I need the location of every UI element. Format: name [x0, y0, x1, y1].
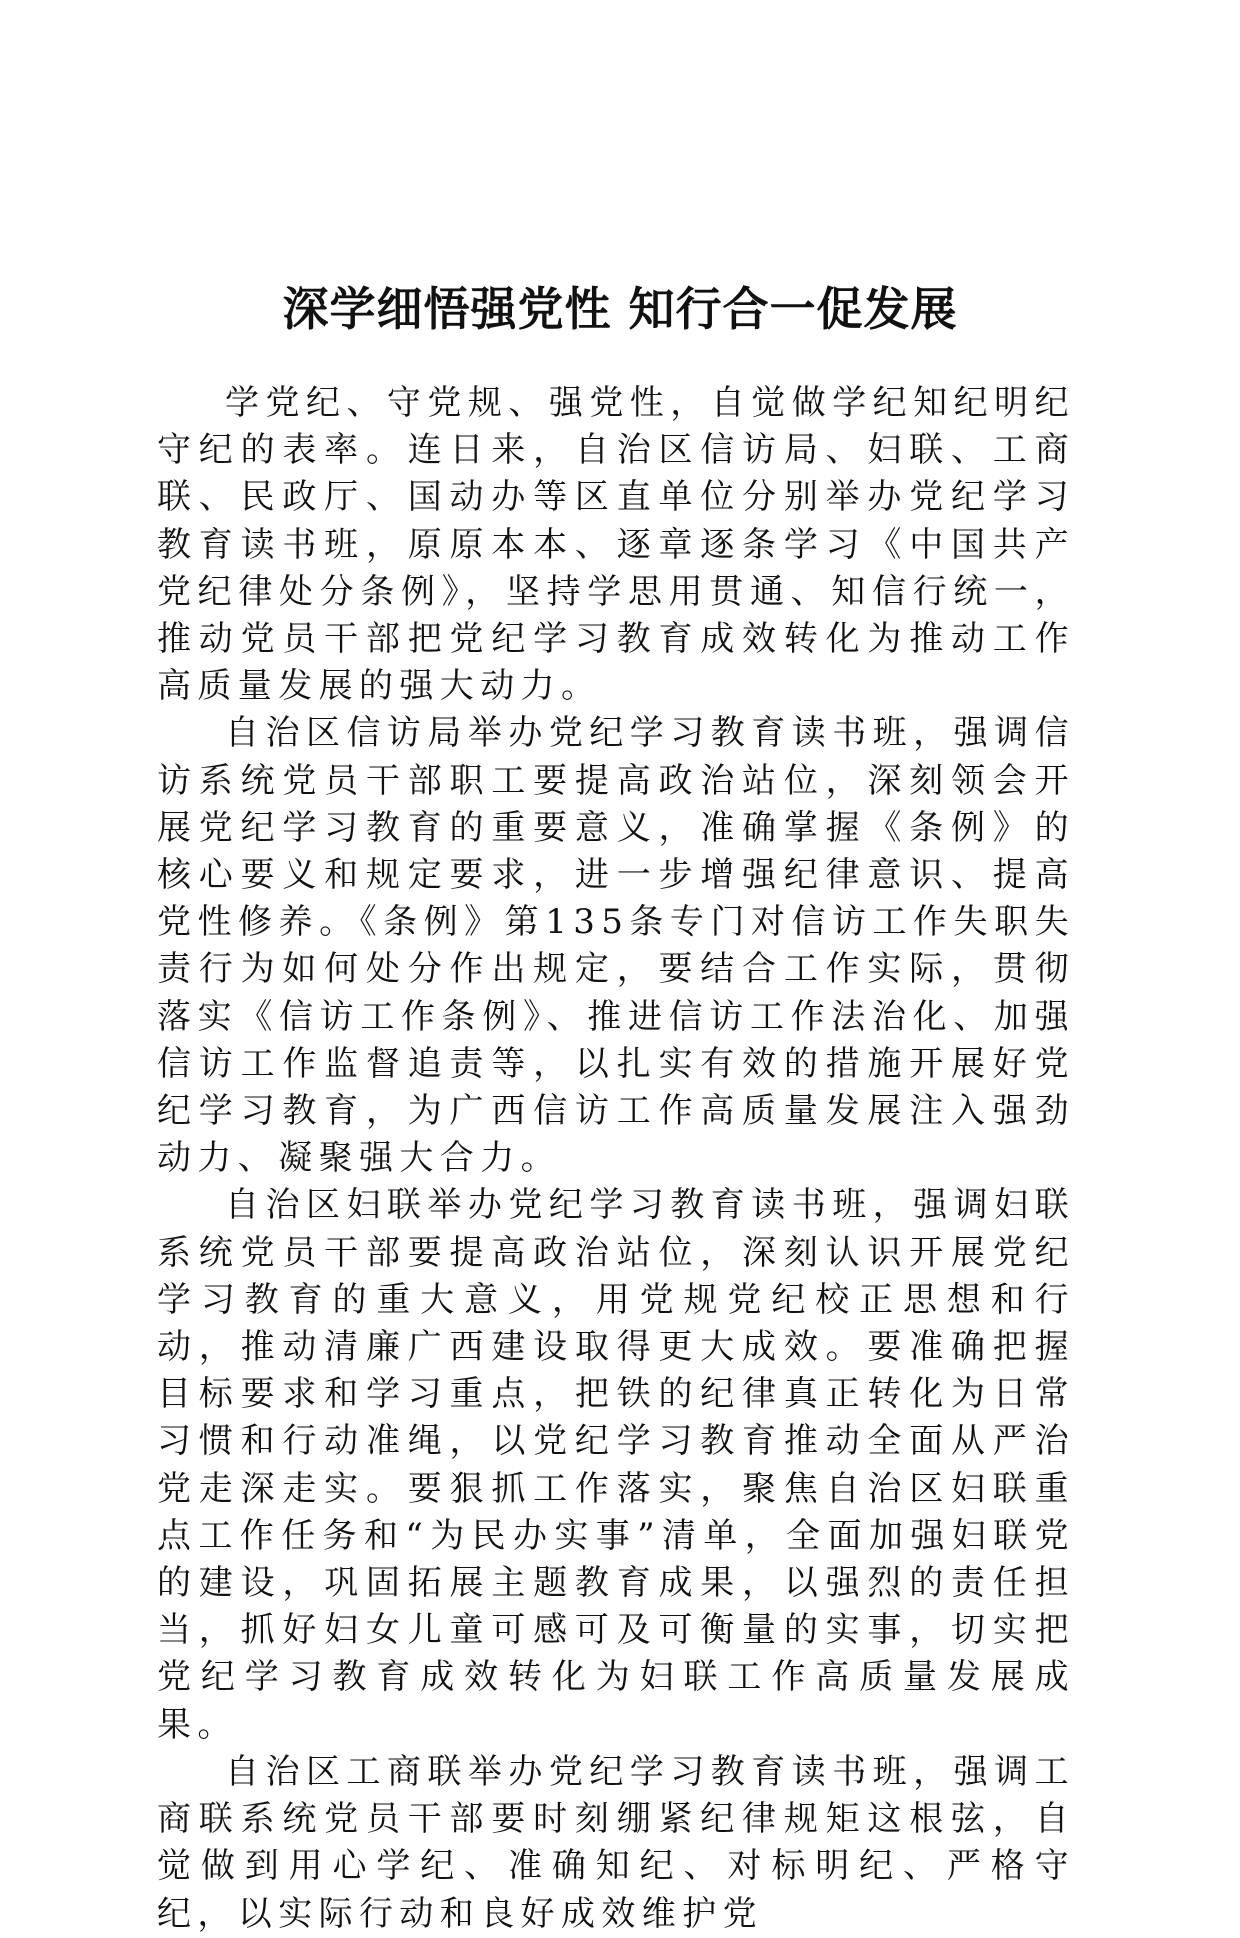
paragraph-womens-federation: 自治区妇联举办党纪学习教育读书班，强调妇联系统党员干部要提高政治站位，深刻认识开展党纪学习教育的重大意义，用党规党纪校正思想和行动，推动清廉广西建设取得更大成效。要准确把握目标要求和学习重点，把铁的纪律真正转化为日常习惯和行动准绳，以党纪学习教育推动全面从严治党走深走实。要狠抓工作落实，聚焦自治区妇联重点工作任务和“为民办实事”清单，全面加强妇联党的建设，巩固拓展主题教育成果，以强烈的责任担当，抓好妇女儿童可感可及可衡量的实事，切实把党纪学习教育成效转化为妇联工作高质量发展成果。: [157, 1185, 1075, 1745]
document-title: 深学细悟强党性 知行合一促发展: [282, 281, 958, 336]
document-body: [157, 380, 1075, 1938]
paragraph-intro: 学党纪、守党规、强党性，自觉做学纪知纪明纪守纪的表率。连日来，自治区信访局、妇联、工商联、民政厅、国动办等区直单位分别举办党纪学习教育读书班，原原本本、逐章逐条学习《中国共产党纪律处分条例》，坚持学思用贯通、知信行统一，推动党员干部把党纪学习教育成效转化为推动工作高质量发展的强大动力。: [157, 383, 1075, 707]
paragraph-commerce-federation: 自治区工商联举办党纪学习教育读书班，强调工商联系统党员干部要时刻绷紧纪律规矩这根弦，自觉做到用心学纪、准确知纪、对标明纪、严格守纪，以实际行动和良好成效维护党: [157, 1751, 1075, 1934]
paragraph-petition-bureau: 自治区信访局举办党纪学习教育读书班，强调信访系统党员干部职工要提高政治站位，深刻领会开展党纪学习教育的重要意义，准确掌握《条例》的核心要义和规定要求，进一步增强纪律意识、提高党性修养。《条例》第135条专门对信访工作失职失责行为如何处分作出规定，要结合工作实际，贯彻落实《信访工作条例》、推进信访工作法治化、加强信访工作监督追责等，以扎实有效的措施开展好党纪学习教育，为广西信访工作高质量发展注入强劲动力、凝聚强大合力。: [157, 713, 1075, 1179]
